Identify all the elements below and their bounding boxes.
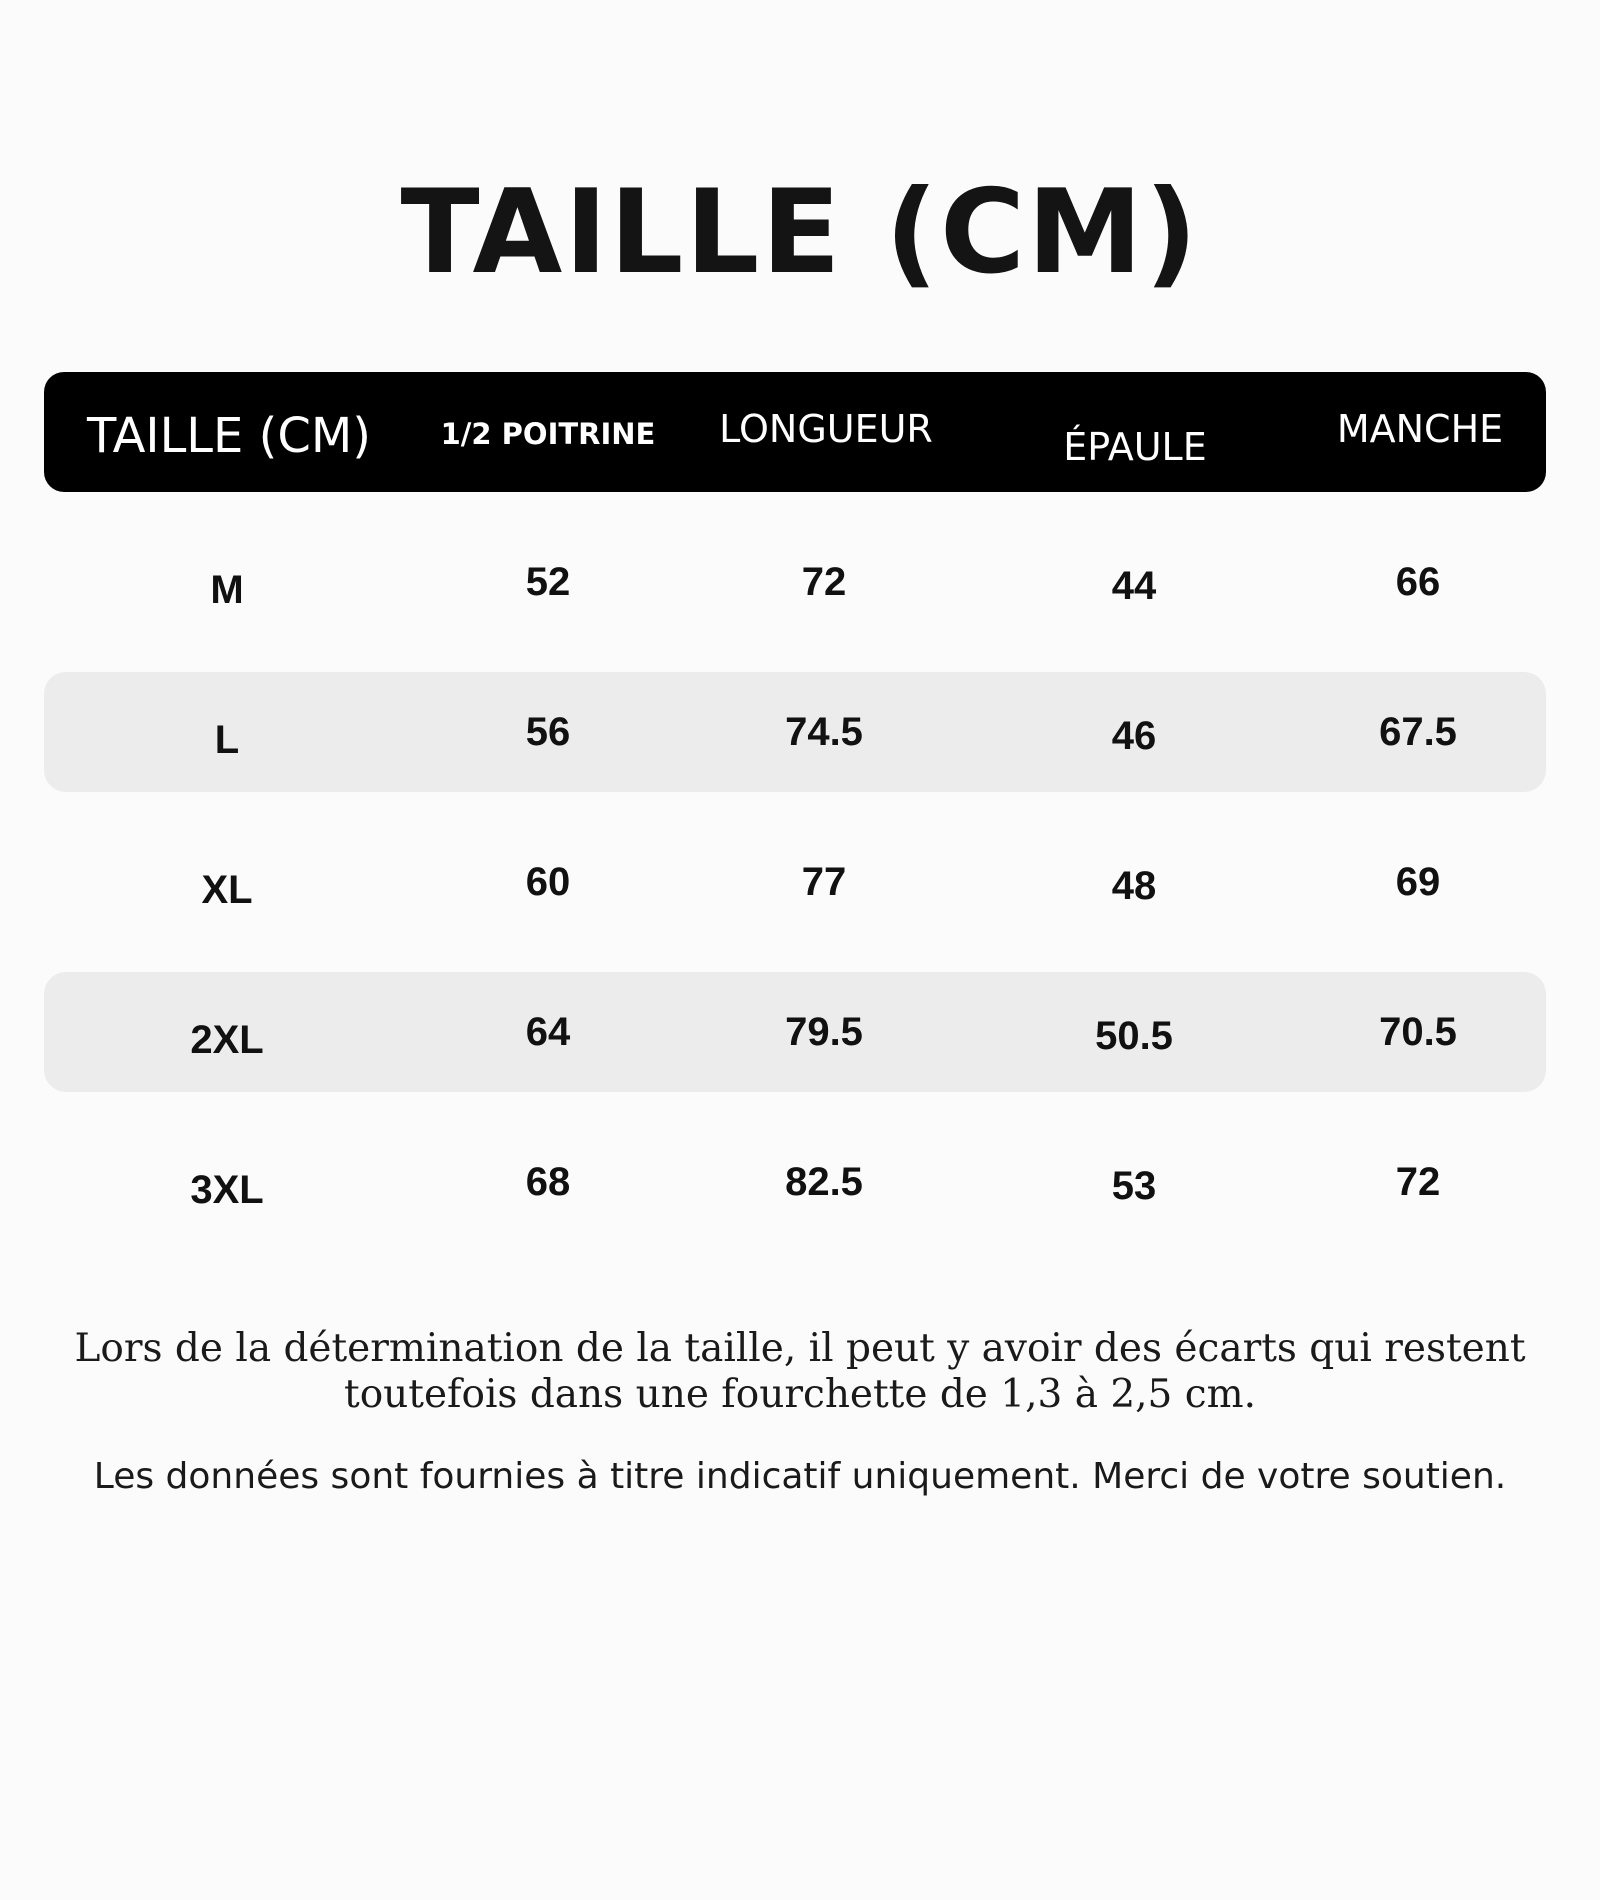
table-row xyxy=(44,522,1546,642)
header-shoulder: ÉPAULE xyxy=(1063,425,1207,469)
table-header xyxy=(44,372,1546,492)
cell-sleeve: 69 xyxy=(1395,860,1441,904)
cell-shoulder: 46 xyxy=(1111,714,1157,758)
cell-half-chest: 60 xyxy=(525,860,571,904)
cell-sleeve: 72 xyxy=(1395,1160,1441,1204)
header-length: LONGUEUR xyxy=(719,407,933,451)
cell-length: 79.5 xyxy=(785,1010,863,1054)
cell-half-chest: 52 xyxy=(525,560,571,604)
size-chart-table xyxy=(44,372,1546,1242)
cell-shoulder: 44 xyxy=(1111,564,1157,608)
measurement-note-line-1: Lors de la détermination de la taille, il peut y avoir des écarts qui restent xyxy=(74,1326,1526,1371)
table-row xyxy=(44,672,1546,792)
cell-length: 72 xyxy=(801,560,847,604)
header-sleeve: MANCHE xyxy=(1336,407,1504,451)
cell-size: L xyxy=(214,718,240,762)
table-row xyxy=(44,822,1546,942)
cell-half-chest: 68 xyxy=(525,1160,571,1204)
cell-shoulder: 53 xyxy=(1111,1164,1157,1208)
measurement-note-line-2: toutefois dans une fourchette de 1,3 à 2,5 cm. xyxy=(344,1372,1256,1417)
header-size: TAILLE (CM) xyxy=(86,408,372,464)
cell-size: 2XL xyxy=(190,1018,264,1062)
header-half-chest: 1/2 POITRINE xyxy=(440,417,656,451)
cell-sleeve: 70.5 xyxy=(1379,1010,1457,1054)
cell-length: 77 xyxy=(801,860,847,904)
table-row xyxy=(44,972,1546,1092)
cell-sleeve: 67.5 xyxy=(1379,710,1457,754)
cell-sleeve: 66 xyxy=(1395,560,1441,604)
measurement-note xyxy=(0,1326,1600,1418)
cell-half-chest: 64 xyxy=(525,1010,571,1054)
cell-shoulder: 48 xyxy=(1111,864,1157,908)
cell-size: XL xyxy=(201,868,253,912)
cell-size: M xyxy=(210,568,244,612)
cell-half-chest: 56 xyxy=(525,710,571,754)
table-row xyxy=(44,1122,1546,1242)
cell-length: 74.5 xyxy=(785,710,863,754)
cell-size: 3XL xyxy=(190,1168,264,1212)
cell-shoulder: 50.5 xyxy=(1095,1014,1173,1058)
cell-length: 82.5 xyxy=(785,1160,863,1204)
disclaimer-text: Les données sont fournies à titre indicatif uniquement. Merci de votre soutien. xyxy=(93,1456,1507,1497)
page-title: TAILLE (CM) xyxy=(400,165,1200,300)
